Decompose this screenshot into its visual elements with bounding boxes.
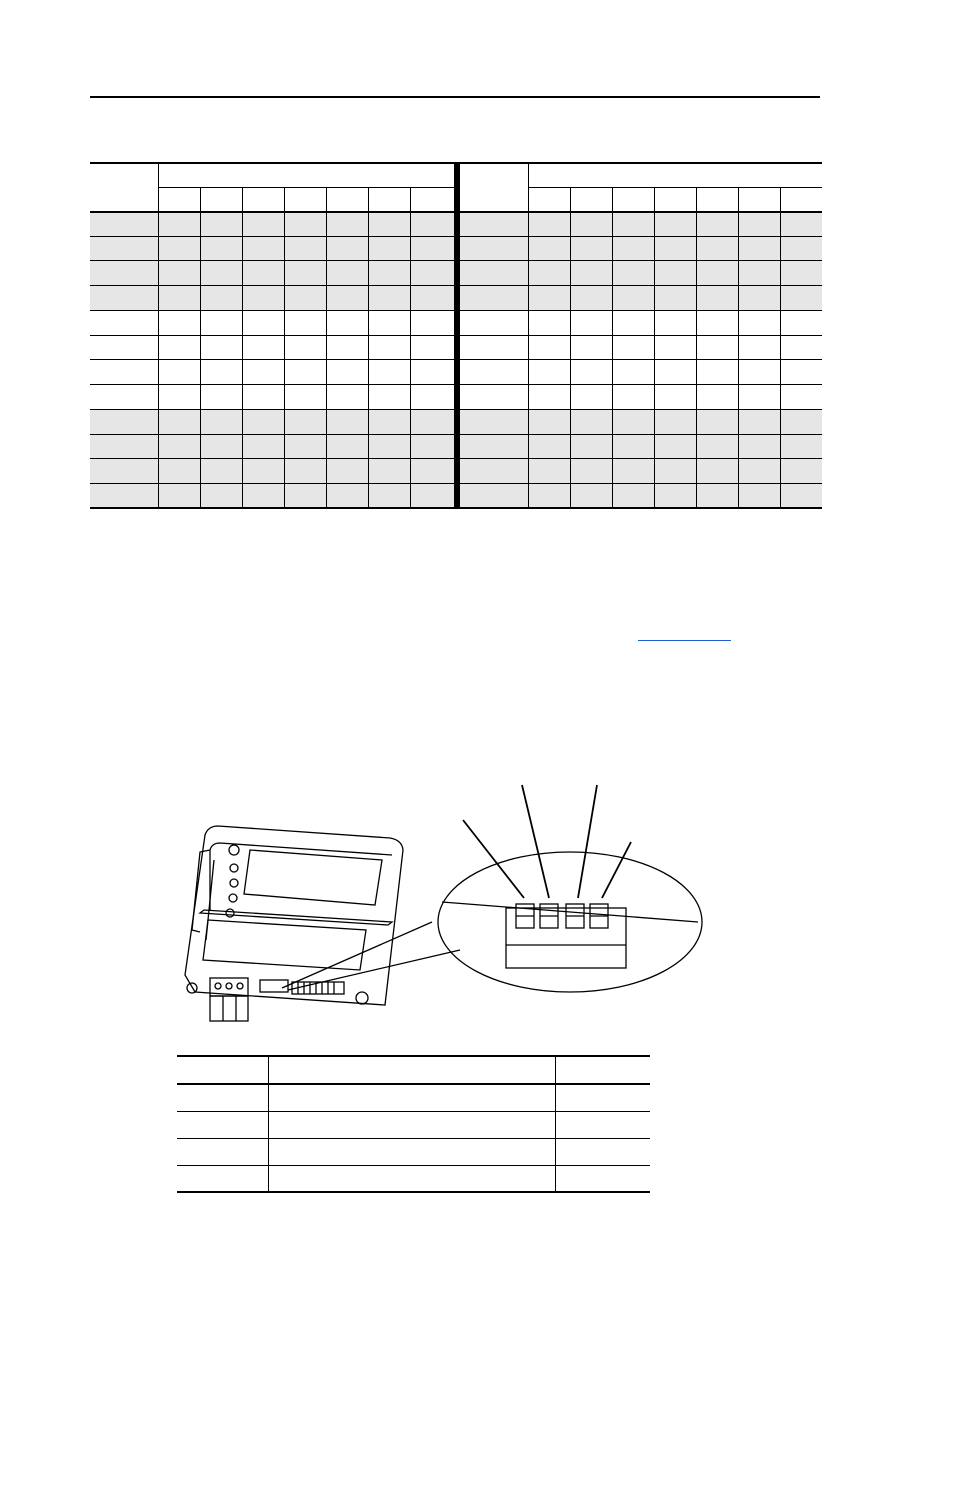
cross-reference-link[interactable] — [638, 640, 731, 641]
table-divider — [454, 162, 460, 509]
header-rule — [90, 96, 820, 98]
dip-switch-illustration — [170, 780, 710, 1030]
switch-setting-table — [177, 1055, 650, 1193]
address-setting-table — [90, 162, 822, 509]
